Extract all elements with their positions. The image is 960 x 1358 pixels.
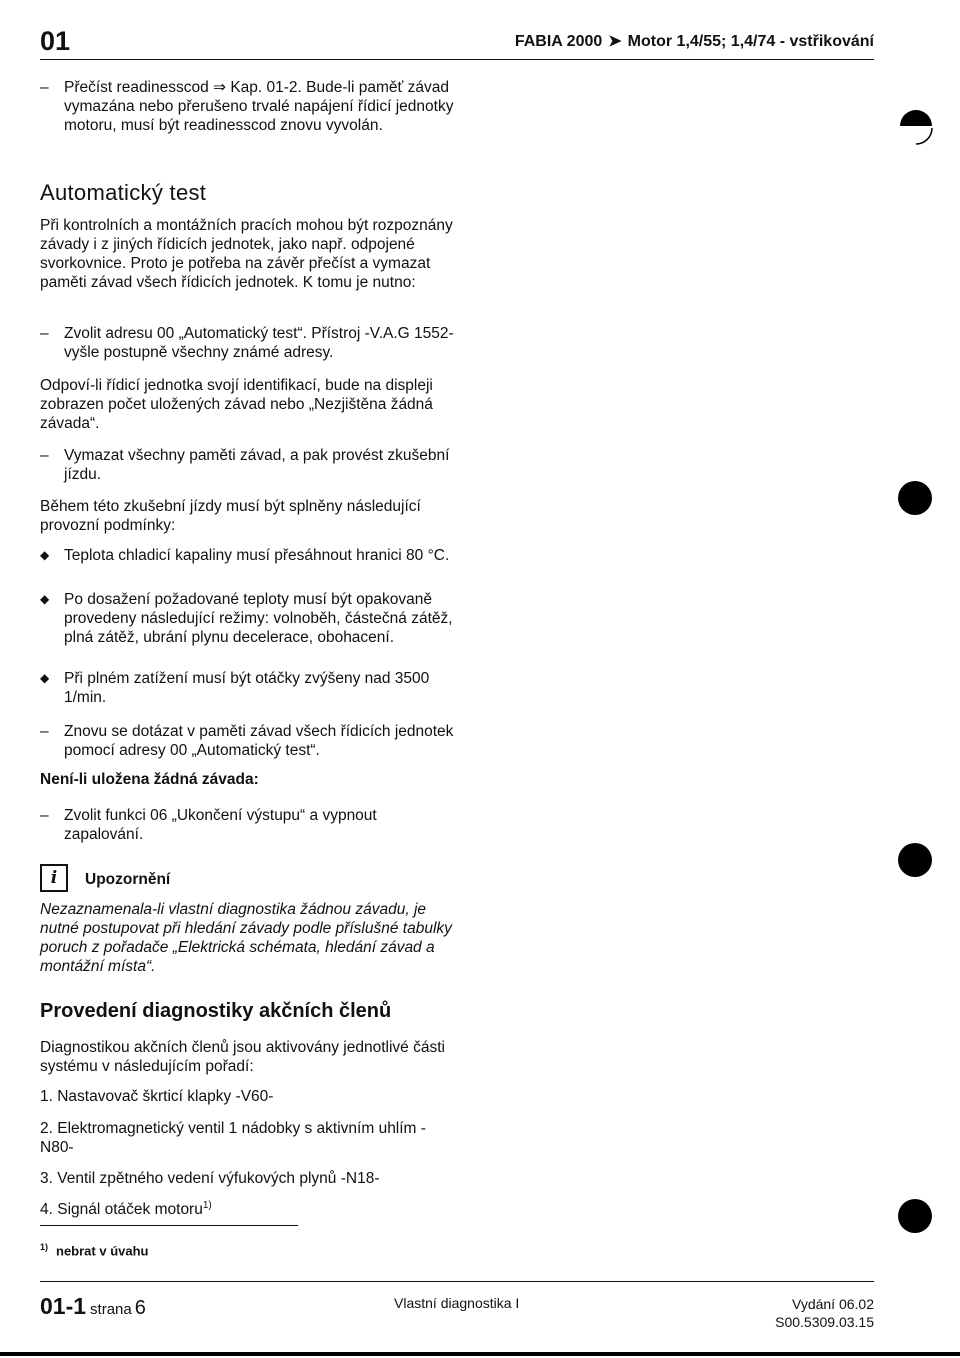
footnote: [40, 1242, 148, 1258]
punch-hole-icon: [898, 481, 932, 515]
header-model: FABIA 2000: [514, 33, 603, 50]
condition-text: Teplota chladicí kapaliny musí přesáhnout hranici 80 °C.: [64, 547, 450, 564]
section-title-actuators: Provedení diagnostiky akčních členů: [40, 1000, 392, 1022]
dash-marker: –: [40, 807, 49, 824]
dash-marker: –: [40, 447, 49, 464]
footer-section: 01-1: [40, 1293, 87, 1319]
diamond-bullet-icon: ◆: [40, 671, 50, 685]
actuators-intro: Diagnostikou akčních členů jsou aktivovány jednotlivé části systému v následujícím pořadí:: [40, 1039, 445, 1075]
section-number: 01: [40, 26, 71, 56]
condition-item: [40, 590, 456, 647]
footer-page-label: strana: [90, 1301, 132, 1318]
actuator-item: 3. Ventil zpětného vedení výfukových plynů -N18-: [40, 1170, 380, 1187]
condition-text: Při plném zatížení musí být otáčky zvýšeny nad 3500 1/min.: [64, 670, 430, 706]
footer-rule: [40, 1281, 874, 1282]
dash-marker: –: [40, 723, 49, 740]
punch-hole-icon: [898, 843, 932, 877]
footer-page-id: [40, 1293, 146, 1320]
step1-text: Zvolit adresu 00 „Automatický test“. Přístroj -V.A.G 1552- vyšle postupně všechny známé adresy.: [64, 325, 454, 361]
actuator-item: [40, 1200, 456, 1219]
intro-step: [40, 78, 456, 135]
punch-hole-icon: [898, 1199, 932, 1233]
auto-test-para1: Při kontrolních a montážních pracích mohou být rozpoznány závady i z jiných řídicích jednotek, jako např. odpojené svorkovnice. Proto je potřeba na závěr přečíst a vymazat paměti závad všech řídicích jednotek. K tomu je nutno:: [40, 217, 453, 291]
section-title-auto-test: Automatický test: [40, 180, 207, 205]
footer-edition-block: [775, 1295, 874, 1331]
intro-text: Přečíst readinesscod ⇒ Kap. 01-2. Bude-li paměť závad vymazána nebo přerušeno trvalé napájení řídicí jednotky motoru, musí být readinesscod znovu vyvolán.: [64, 79, 454, 134]
dash-marker: –: [40, 325, 49, 342]
binder-mark-icon: [896, 104, 936, 148]
step4-text: Zvolit funkci 06 „Ukončení výstupu“ a vypnout zapalování.: [64, 807, 377, 843]
condition-text: Po dosažení požadované teploty musí být opakovaně provedeny následující režimy: volnoběh, částečná zátěž, plná zátěž, ubrání plynu decelerace, obohacení.: [64, 591, 453, 646]
step2-text: Vymazat všechny paměti závad, a pak provést zkušební jízdu.: [64, 447, 450, 483]
diamond-bullet-icon: ◆: [40, 548, 50, 562]
footnote-ref: 1): [202, 1199, 212, 1211]
auto-test-para2: Odpoví-li řídicí jednotka svojí identifikací, bude na displeji zobrazen počet uložených závad nebo „Nezjištěna žádná závada“.: [40, 377, 433, 432]
footnote-text: nebrat v úvahu: [56, 1243, 149, 1259]
header-engine: Motor 1,4/55; 1,4/74 - vstřikování: [627, 33, 874, 50]
step3-text: Znovu se dotázat v paměti závad všech řídicích jednotek pomocí adresy 00 „Automatický test“.: [64, 723, 454, 759]
dash-marker: –: [40, 79, 49, 96]
footnote-rule: [40, 1225, 298, 1226]
condition-item: [40, 546, 456, 565]
page-bottom-edge: [0, 1352, 960, 1356]
auto-test-para3: Během této zkušební jízdy musí být splněny následující provozní podmínky:: [40, 498, 421, 534]
footer-chapter: Vlastní diagnostika I: [394, 1295, 520, 1311]
info-icon: i: [40, 864, 68, 892]
auto-test-step2: [40, 446, 456, 484]
footer-page-number: 6: [134, 1297, 146, 1319]
actuator-item-text: 4. Signál otáček motoru: [40, 1201, 203, 1218]
footnote-mark: 1): [40, 1242, 49, 1252]
auto-test-step1: [40, 324, 456, 362]
note-text: Nezaznamenala-li vlastní diagnostika žádnou závadu, je nutné postupovat při hledání závady podle příslušné tabulky poruch z pořadače „Elektrická schémata, hledání závad a montážní místa“.: [40, 901, 452, 975]
actuator-item: 2. Elektromagnetický ventil 1 nádobky s aktivním uhlím -N80-: [40, 1120, 426, 1156]
note-title: Upozornění: [85, 871, 171, 888]
diamond-bullet-icon: ◆: [40, 592, 50, 606]
condition-item: [40, 669, 456, 707]
footer-doc-code: S00.5309.03.15: [775, 1314, 874, 1330]
arrow-right-icon: ➤: [608, 33, 622, 50]
auto-test-step3: [40, 722, 456, 760]
actuator-item: 1. Nastavovač škrticí klapky -V60-: [40, 1088, 274, 1105]
subtitle-no-fault: Není-li uložena žádná závada:: [40, 771, 259, 788]
header-rule: [40, 59, 874, 60]
auto-test-step4: [40, 806, 456, 844]
header-title: [515, 31, 874, 51]
footer-edition: Vydání 06.02: [792, 1296, 874, 1312]
